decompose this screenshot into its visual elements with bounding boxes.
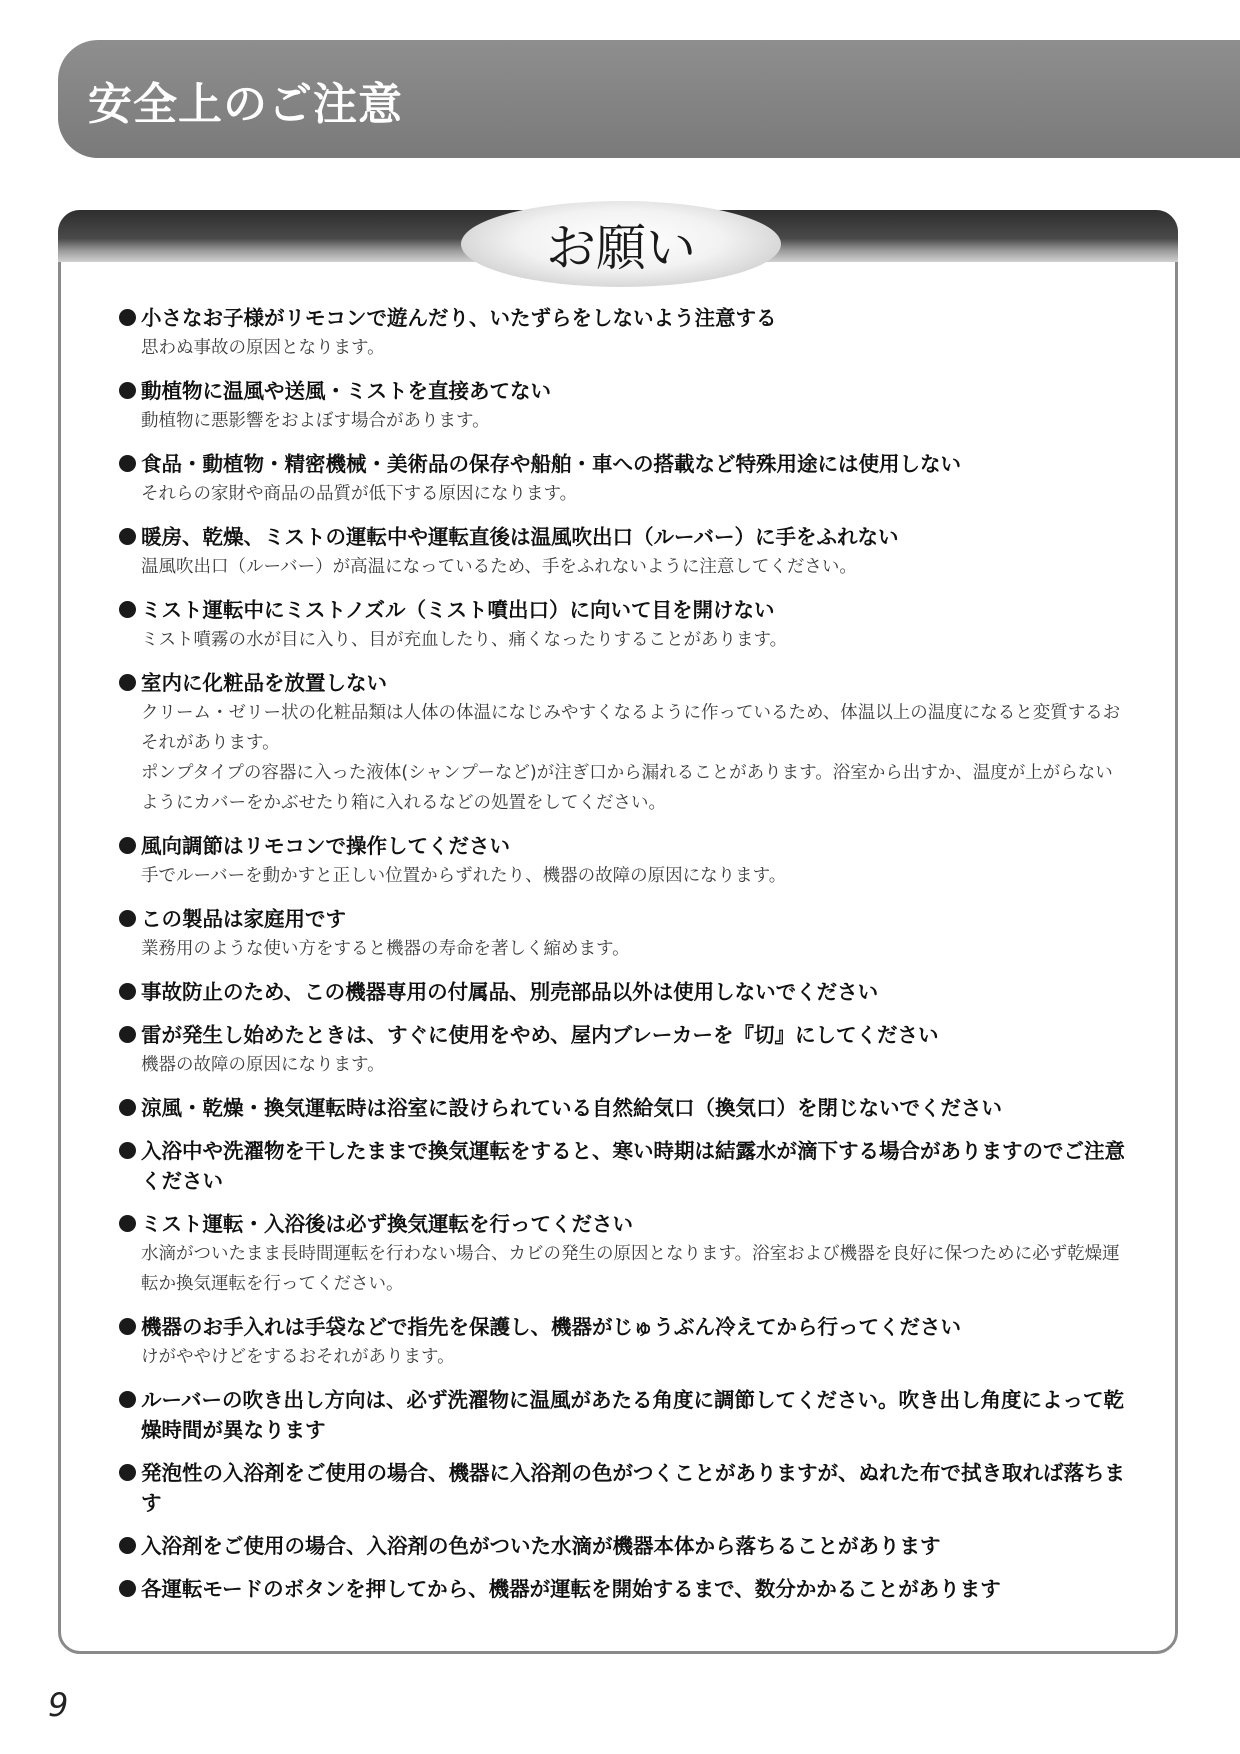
bullet-icon [119,309,136,326]
bullet-icon [119,1142,136,1159]
notice-item [119,1093,1129,1123]
notice-item-description: 温風吹出口（ルーバー）が高温になっているため、手をふれないように注意してください。 [141,557,857,577]
notice-item [119,1136,1129,1196]
bullet-icon [119,1580,136,1597]
notice-item-title: ミスト運転・入浴後は必ず換気運転を行ってください [141,1212,633,1236]
notice-item-title: 雷が発生し始めたときは、すぐに使用をやめ、屋内ブレーカーを『切』にしてください [141,1023,939,1047]
bullet-icon [119,983,136,1000]
notice-item-description: それらの家財や商品の品質が低下する原因になります。 [141,484,578,504]
notice-item-description: ミスト噴霧の水が目に入り、目が充血したり、痛くなったりすることがあります。 [141,630,788,650]
bullet-icon [119,1026,136,1043]
notice-item [119,303,1129,363]
bullet-icon [119,1215,136,1232]
notice-item [119,376,1129,436]
notice-item-title: 小さなお子様がリモコンで遊んだり、いたずらをしないよう注意する [141,306,777,330]
bullet-icon [119,837,136,854]
notice-item-description: 動植物に悪影響をおよぼす場合があります。 [141,411,490,431]
page-number: 9 [48,1686,69,1724]
notice-item-title: 入浴剤をご使用の場合、入浴剤の色がついた水滴が機器本体から落ちることがあります [141,1534,941,1558]
notice-item [119,1312,1129,1372]
notice-heading-oval [461,201,781,287]
notice-item [119,1209,1129,1299]
notice-item-title: 各運転モードのボタンを押してから、機器が運転を開始するまで、数分かかることがあります [141,1577,1001,1601]
page-title: 安全上のご注意 [88,79,403,130]
notice-item [119,595,1129,655]
notice-item [119,977,1129,1007]
notice-item [119,668,1129,818]
notice-item [119,831,1129,891]
notice-item-title: 入浴中や洗濯物を干したままで換気運転をすると、寒い時期は結露水が滴下する場合がありますのでご注意ください [141,1139,1125,1193]
notice-item-description: 業務用のような使い方をすると機器の寿命を著しく縮めます。 [141,939,630,959]
bullet-icon [119,455,136,472]
notice-item-title: この製品は家庭用です [141,907,346,931]
notice-item-title: 動植物に温風や送風・ミストを直接あてない [141,379,551,403]
bullet-icon [119,1391,136,1408]
notice-item [119,1385,1129,1445]
bullet-icon [119,1318,136,1335]
bullet-icon [119,382,136,399]
notice-item [119,904,1129,964]
notice-item-description: ポンプタイプの容器に入った液体(シャンプーなど)が注ぎ口から漏れることがあります。浴室から出すか、温度が上がらないようにカバーをかぶせたり箱に入れるなどの処置をしてください。 [141,763,1113,813]
notice-item-description: 水滴がついたまま長時間運転を行わない場合、カビの発生の原因となります。浴室および機器を良好に保つために必ず乾燥運転か換気運転を行ってください。 [141,1244,1120,1294]
notice-item-title: 涼風・乾燥・換気運転時は浴室に設けられている自然給気口（換気口）を閉じないでください [141,1096,1002,1120]
notice-item [119,1458,1129,1518]
notice-heading: お願い [546,219,696,277]
notice-item [119,522,1129,582]
notice-item-title: 食品・動植物・精密機械・美術品の保存や船舶・車への搭載など特殊用途には使用しない [141,452,961,476]
bullet-icon [119,910,136,927]
notice-item-description: けがややけどをするおそれがあります。 [141,1347,455,1367]
notice-item-description: 機器の故障の原因になります。 [141,1055,385,1075]
bullet-icon [119,1464,136,1481]
notice-box [58,210,1178,1654]
notice-item-title: 事故防止のため、この機器専用の付属品、別売部品以外は使用しないでください [141,980,879,1004]
notice-item-title: 機器のお手入れは手袋などで指先を保護し、機器がじゅうぶん冷えてから行ってください [141,1315,961,1339]
notice-list [119,303,1129,1617]
bullet-icon [119,1099,136,1116]
bullet-icon [119,601,136,618]
notice-item [119,1574,1129,1604]
bullet-icon [119,1537,136,1554]
notice-item-title: ミスト運転中にミストノズル（ミスト噴出口）に向いて目を開けない [141,598,775,622]
notice-item-title: 室内に化粧品を放置しない [141,671,387,695]
notice-item [119,1020,1129,1080]
page-header [58,40,1240,158]
notice-item-description: 思わぬ事故の原因となります。 [141,338,385,358]
notice-item-description: クリーム・ゼリー状の化粧品類は人体の体温になじみやすくなるように作っているため、体温以上の温度になると変質するおそれがあります。 [141,703,1121,753]
bullet-icon [119,528,136,545]
bullet-icon [119,674,136,691]
notice-item [119,1531,1129,1561]
notice-item-title: ルーバーの吹き出し方向は、必ず洗濯物に温風があたる角度に調節してください。吹き出し角度によって乾燥時間が異なります [141,1388,1124,1442]
notice-item [119,449,1129,509]
notice-item-title: 暖房、乾燥、ミストの運転中や運転直後は温風吹出口（ルーバー）に手をふれない [141,525,899,549]
notice-item-description: 手でルーバーを動かすと正しい位置からずれたり、機器の故障の原因になります。 [141,866,787,886]
notice-item-title: 発泡性の入浴剤をご使用の場合、機器に入浴剤の色がつくことがありますが、ぬれた布で拭き取れば落ちます [141,1461,1125,1515]
notice-item-title: 風向調節はリモコンで操作してください [141,834,510,858]
